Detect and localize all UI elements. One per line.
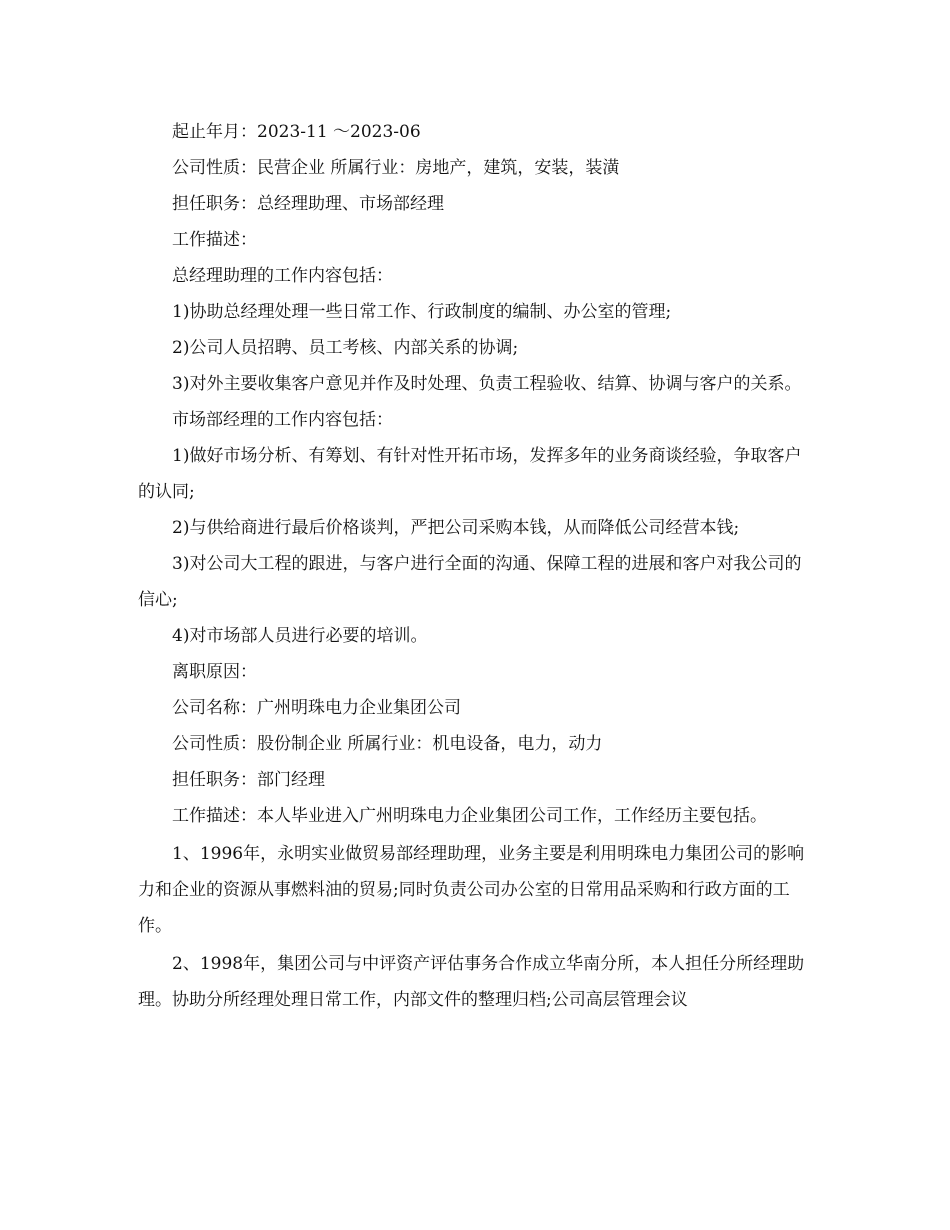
document-body <box>138 114 812 1018</box>
assistant-duties-heading: 总经理助理的工作内容包括： <box>172 266 393 286</box>
position-line-2: 担任职务：部门经理 <box>172 770 325 790</box>
assistant-duty-2: 2)公司人员招聘、员工考核、内部关系的协调; <box>172 338 519 358</box>
marketing-duty-2: 2)与供给商进行最后价格谈判，严把公司采购本钱，从而降低公司经营本钱; <box>172 518 740 538</box>
company-nature-line-2: 公司性质：股份制企业 所属行业：机电设备，电力，动力 <box>172 734 603 754</box>
company-nature-line: 公司性质：民营企业 所属行业：房地产，建筑，安装，装潢 <box>172 158 620 178</box>
job-description-heading: 工作描述： <box>172 230 257 250</box>
marketing-duty-4: 4)对市场部人员进行必要的培训。 <box>172 626 428 646</box>
leave-reason-line: 离职原因： <box>172 662 257 682</box>
marketing-duty-1: 1)做好市场分析、有筹划、有针对性开拓市场，发挥多年的业务商谈经验，争取客户的认同; <box>138 446 802 502</box>
experience-item-2: 2、1998年，集团公司与中评资产评估事务合作成立华南分所，本人担任分所经理助理。协助分所经理处理日常工作，内部文件的整理归档;公司高层管理会议 <box>138 954 805 1010</box>
marketing-duty-3: 3)对公司大工程的跟进，与客户进行全面的沟通、保障工程的进展和客户对我公司的信心; <box>138 554 802 610</box>
position-line: 担任职务：总经理助理、市场部经理 <box>172 194 444 214</box>
experience-item-1: 1、1996年，永明实业做贸易部经理助理，业务主要是利用明珠电力集团公司的影响力和企业的资源从事燃料油的贸易;同时负责公司办公室的日常用品采购和行政方面的工作。 <box>138 844 805 936</box>
assistant-duty-3: 3)对外主要收集客户意见并作及时处理、负责工程验收、结算、协调与客户的关系。 <box>172 374 802 394</box>
period-line: 起止年月：2023-11 ～2023-06 <box>172 122 421 142</box>
company-name-line: 公司名称：广州明珠电力企业集团公司 <box>172 698 461 718</box>
assistant-duty-1: 1)协助总经理处理一些日常工作、行政制度的编制、办公室的管理; <box>172 302 672 322</box>
marketing-duties-heading: 市场部经理的工作内容包括： <box>172 410 393 430</box>
job-description-line-2: 工作描述：本人毕业进入广州明珠电力企业集团公司工作，工作经历主要包括。 <box>172 806 767 826</box>
